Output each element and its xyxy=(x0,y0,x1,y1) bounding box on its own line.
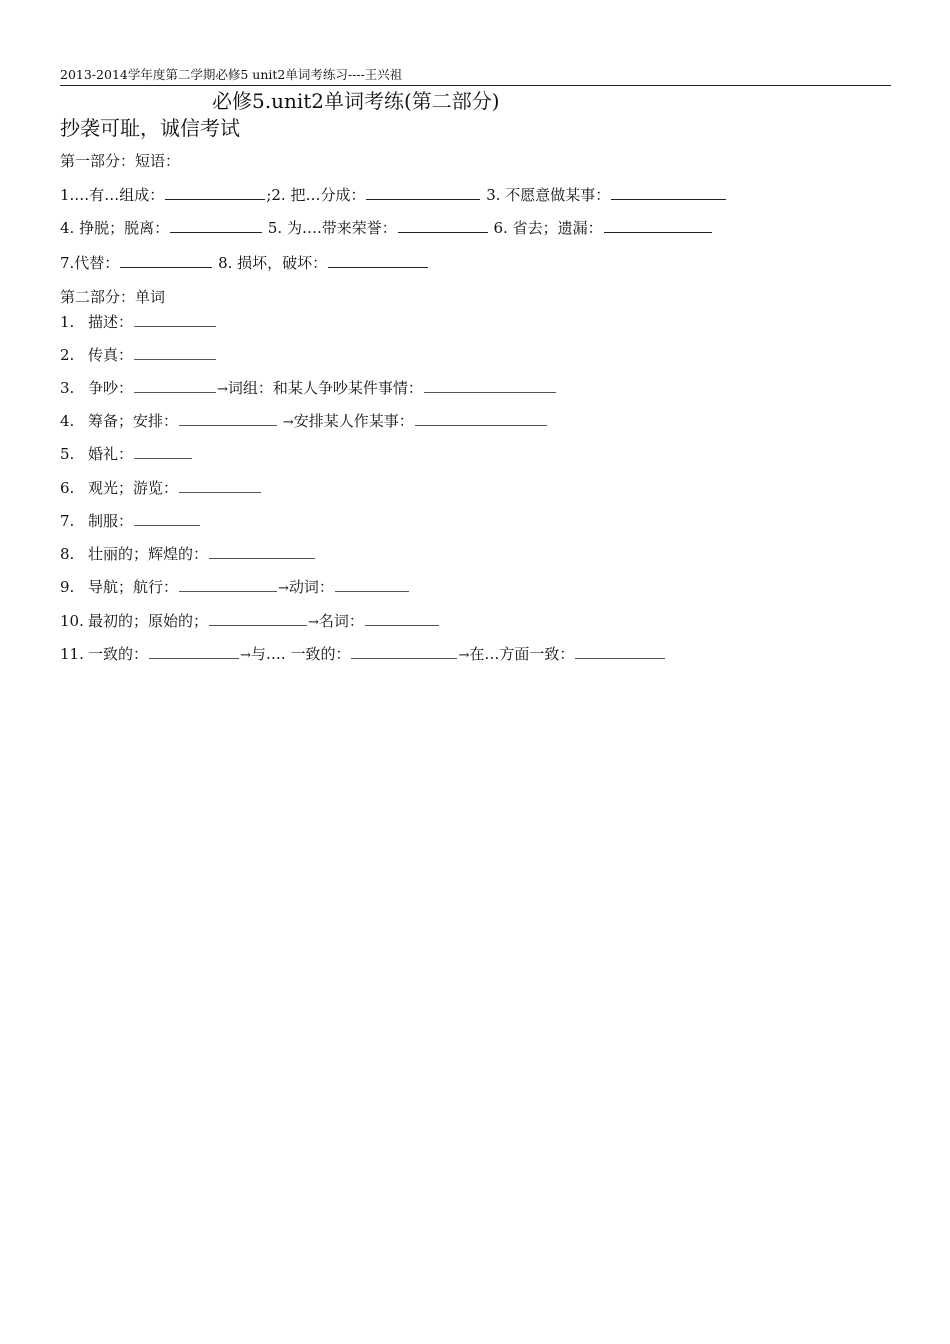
arrow-icon: → xyxy=(240,648,251,663)
item-prompt-2: 名词： xyxy=(318,612,364,630)
phrase-row-1 xyxy=(60,185,727,205)
phrase-3-label: 3. 不愿意做某事： xyxy=(481,186,611,204)
answer-blank[interactable] xyxy=(134,444,192,459)
phrase-4-blank[interactable] xyxy=(170,218,262,233)
part1-label: 第一部分：短语： xyxy=(60,152,181,170)
item-prompt-2: 与…. 一致的： xyxy=(250,645,351,663)
word-item-8 xyxy=(60,544,316,564)
arrow-icon: → xyxy=(278,581,289,596)
word-item-4 xyxy=(60,411,548,433)
phrase-6-label: 6. 省去；遗漏： xyxy=(488,219,603,237)
phrase-5-label: 5. 为….带来荣誉： xyxy=(263,219,397,237)
phrase-4-label: 4. 挣脱；脱离： xyxy=(60,219,170,237)
answer-blank-2[interactable] xyxy=(424,378,556,393)
part2-label: 第二部分：单词 xyxy=(60,288,166,306)
phrase-6-blank[interactable] xyxy=(604,218,712,233)
item-prompt: 制服： xyxy=(88,512,134,530)
word-item-9 xyxy=(60,577,410,599)
item-prompt: 传真： xyxy=(88,346,134,364)
phrase-8-label: 8. 损坏，破坏： xyxy=(213,254,328,272)
item-number: 6. xyxy=(60,479,75,497)
item-number: 4. xyxy=(60,412,75,430)
item-prompt: 观光；游览： xyxy=(88,479,179,497)
answer-blank[interactable] xyxy=(179,478,261,493)
word-item-11 xyxy=(60,644,666,666)
exam-motto: 抄袭可耻，诚信考试 xyxy=(60,116,240,140)
answer-blank[interactable] xyxy=(134,345,216,360)
item-prompt-2: 动词： xyxy=(288,578,334,596)
item-prompt: 婚礼： xyxy=(88,445,134,463)
item-number: 10. xyxy=(60,612,84,630)
item-number: 3. xyxy=(60,379,75,397)
word-item-6 xyxy=(60,478,262,498)
phrase-1-label: 1.…有…组成： xyxy=(60,186,165,204)
phrase-2-blank[interactable] xyxy=(366,185,480,200)
item-number: 11. xyxy=(60,645,84,663)
answer-blank[interactable] xyxy=(179,411,277,426)
word-item-3 xyxy=(60,378,557,400)
item-prompt: 筹备；安排： xyxy=(88,412,179,430)
item-number: 8. xyxy=(60,545,75,563)
item-number: 7. xyxy=(60,512,75,530)
answer-blank-2[interactable] xyxy=(415,411,547,426)
item-prompt-2: 词组：和某人争吵某件事情： xyxy=(227,379,423,397)
item-number: 5. xyxy=(60,445,75,463)
item-number: 9. xyxy=(60,578,75,596)
answer-blank[interactable] xyxy=(149,644,239,659)
item-prompt: 一致的： xyxy=(88,645,149,663)
page-title: 必修5.unit2单词考练(第二部分) xyxy=(212,89,500,113)
word-item-10 xyxy=(60,611,440,633)
answer-blank-3[interactable] xyxy=(575,644,665,659)
phrase-7-label: 7.代替： xyxy=(60,254,120,272)
answer-blank[interactable] xyxy=(134,378,216,393)
phrase-row-2 xyxy=(60,218,713,238)
arrow-icon: → xyxy=(217,382,228,397)
item-number: 2. xyxy=(60,346,75,364)
item-prompt: 争吵： xyxy=(88,379,134,397)
word-item-1 xyxy=(60,312,217,332)
word-item-7 xyxy=(60,511,201,531)
phrase-7-blank[interactable] xyxy=(120,253,212,268)
arrow-icon: → xyxy=(308,615,319,630)
answer-blank[interactable] xyxy=(134,312,216,327)
item-prompt: 壮丽的；辉煌的： xyxy=(88,545,209,563)
item-prompt: 最初的；原始的； xyxy=(88,612,209,630)
answer-blank[interactable] xyxy=(134,511,200,526)
phrase-2-label: ;2. 把…分成： xyxy=(266,186,366,204)
item-number: 1. xyxy=(60,313,75,331)
item-prompt: 描述： xyxy=(88,313,134,331)
page-header: 2013-2014学年度第二学期必修5 unit2单词考练习----王兴祖 xyxy=(60,66,891,86)
arrow-icon: → xyxy=(282,415,294,430)
phrase-3-blank[interactable] xyxy=(611,185,726,200)
phrase-row-3 xyxy=(60,253,429,273)
answer-blank[interactable] xyxy=(209,544,315,559)
answer-blank[interactable] xyxy=(209,611,307,626)
phrase-1-blank[interactable] xyxy=(165,185,265,200)
item-prompt: 导航；航行： xyxy=(88,578,179,596)
word-item-2 xyxy=(60,345,217,365)
word-item-5 xyxy=(60,444,193,464)
item-prompt-3: 在…方面一致： xyxy=(469,645,575,663)
phrase-5-blank[interactable] xyxy=(398,218,488,233)
answer-blank-2[interactable] xyxy=(351,644,457,659)
answer-blank-2[interactable] xyxy=(365,611,439,626)
answer-blank[interactable] xyxy=(179,577,277,592)
item-prompt-2: 安排某人作某事： xyxy=(293,412,414,430)
answer-blank-2[interactable] xyxy=(335,577,409,592)
phrase-8-blank[interactable] xyxy=(328,253,428,268)
arrow-icon: → xyxy=(458,648,470,663)
